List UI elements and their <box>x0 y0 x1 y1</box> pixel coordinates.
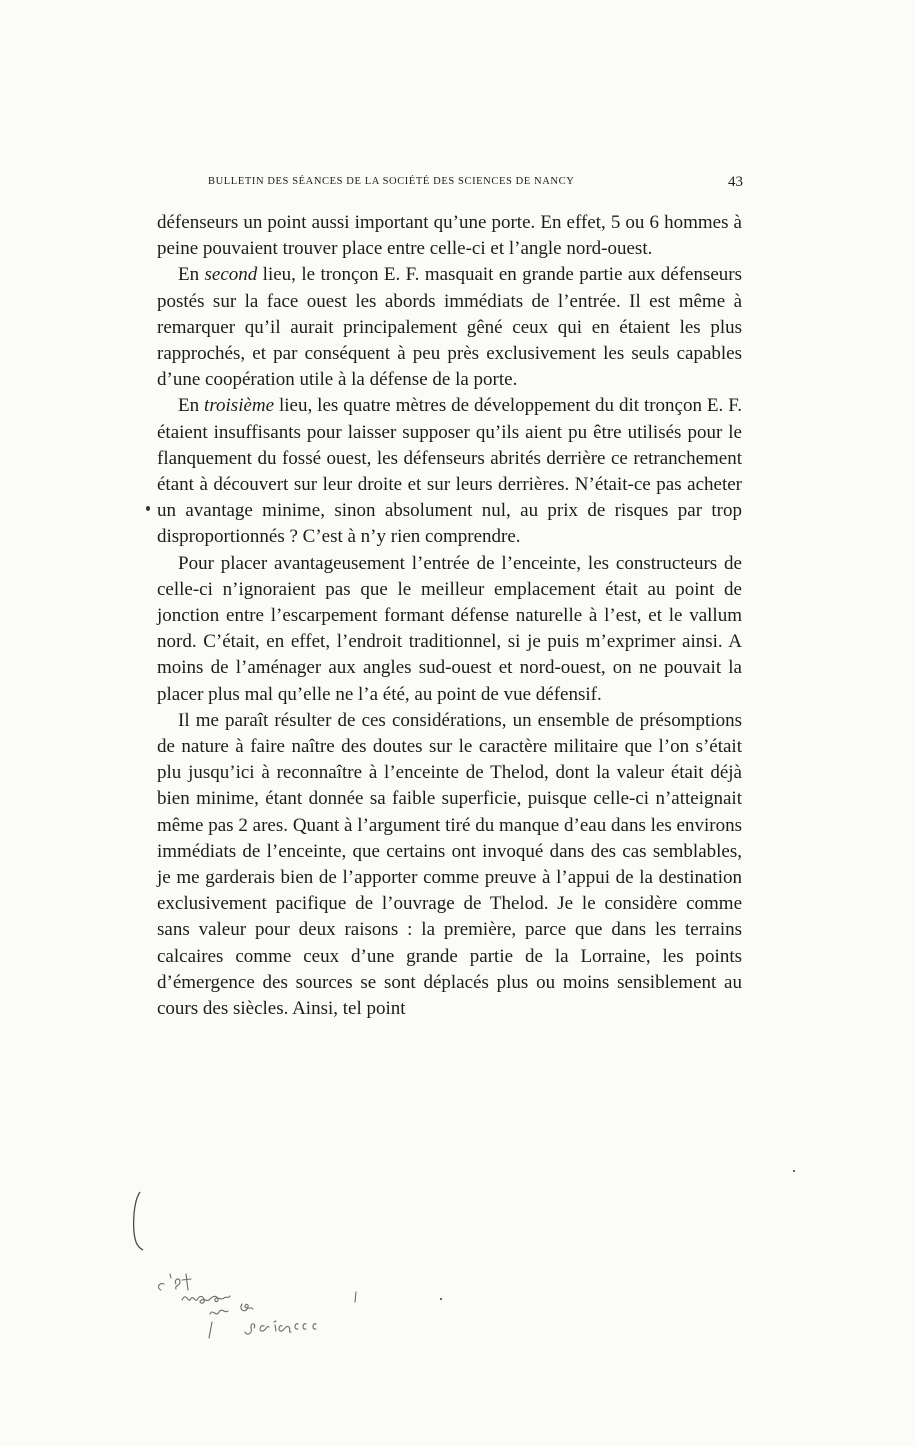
paragraph-4: Pour placer avantageusement l’entrée de l’enceinte, les constructeurs de celle-ci n’ignoraient pas que le meilleur emplacement était au point de jonction entre l’escarpement formant défense naturelle à l’est, et le vallum nord. C’était, en effet, l’endroit traditionnel, si je puis m’exprimer ainsi. A moins de l’aménager aux angles sud-ouest et nord-ouest, on ne pouvait la placer plus mal qu’elle ne l’a été, au point de vue défensif. <box>157 552 742 705</box>
margin-bracket-mark <box>130 1190 144 1252</box>
scan-speck <box>440 1298 442 1300</box>
handwritten-annotation <box>150 1262 380 1352</box>
body-text <box>157 210 742 1022</box>
page-number: 43 <box>728 174 743 190</box>
scan-speck <box>146 506 150 511</box>
scan-speck <box>793 1170 795 1172</box>
running-title: BULLETIN DES SÉANCES DE LA SOCIÉTÉ DES SCIENCES DE NANCY <box>208 176 575 187</box>
emphasis-second: second <box>204 264 258 286</box>
paragraph-5: Il me paraît résulter de ces considérations, un ensemble de présomptions de nature à faire naître des doutes sur le caractère militaire que l’on s’était plu jusqu’ici à reconnaître à l’enceinte de Thelod, dont la valeur était déjà bien minime, étant donnée sa faible superficie, puisque celle-ci n’atteignait même pas 2 ares. Quant à l’argument tiré du manque d’eau dans les environs immédiats de l’enceinte, que certains ont invoqué dans des cas semblables, je me garderais bien de l’apporter comme preuve à l’appui de la destination exclusivement pacifique de l’ouvrage de Thelod. Je le considère comme sans valeur pour deux raisons : la première, parce que dans les terrains calcaires comme ceux d’une grande partie de la Lorraine, les points d’émergence des sources se sont déplacés plus ou moins sensiblement au cours des siècles. Ainsi, tel point <box>157 709 742 1020</box>
paragraph-1: défenseurs un point aussi important qu’une porte. En effet, 5 ou 6 hommes à peine pouvaient trouver place entre celle-ci et l’angle nord-ouest. <box>157 212 742 260</box>
emphasis-troisieme: troisième <box>204 395 275 417</box>
paragraph-3: En troisième lieu, les quatre mètres de développement du dit tronçon E. F. étaient insuffisants pour laisser supposer qu’ils aient pu être utilisés pour le flanquement du fossé ouest, les défenseurs abrités derrière ce retranchement étant à découvert sur leur droite et sur leurs derrières. N’était-ce pas acheter un avantage minime, sinon absolument nul, au prix de risques par trop disproportionnés ? C’est à n’y rien comprendre. <box>157 395 743 548</box>
paragraph-2: En second lieu, le tronçon E. F. masquait en grande partie aux défenseurs postés sur la face ouest les abords immédiats de l’entrée. Il est même à remarquer qu’il aurait principalement gêné ceux qui en étaient les plus rapprochés, et par conséquent à peu près exclusivement les seuls capables d’une coopération utile à la défense de la porte. <box>157 264 742 391</box>
